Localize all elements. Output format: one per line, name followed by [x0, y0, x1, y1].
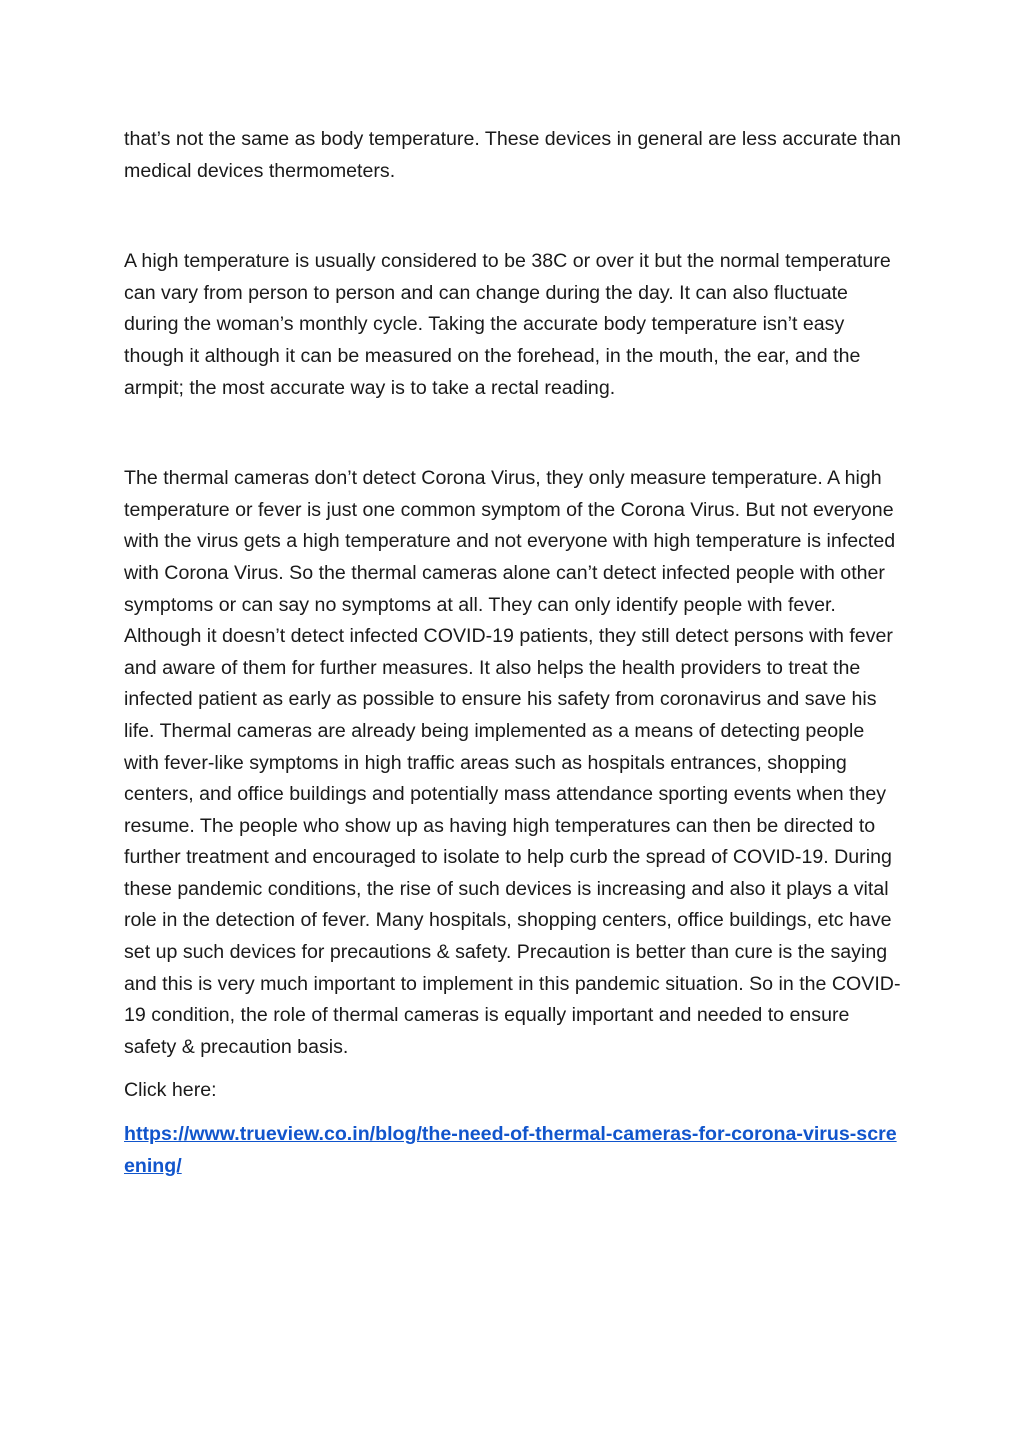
paragraph-high-temperature: A high temperature is usually considered to be 38C or over it but the normal temperature can vary from person to person and can change during the day. It can also fluctuate during the woman’s monthly cycle. Taking the accurate body temperature isn’t easy though it although it can be measured on the forehead, in the mouth, the ear, and the armpit; the most accurate way is to take a rectal reading. — [124, 250, 891, 399]
paragraph-thermometer-accuracy: that’s not the same as body temperature. These devices in general are less accurate than medical devices thermometers. — [124, 128, 901, 182]
link-paragraph — [124, 1119, 904, 1182]
click-here-label: Click here: — [124, 1079, 217, 1102]
blog-link[interactable]: https://www.trueview.co.in/blog/the-need-of-thermal-cameras-for-corona-virus-screening/ — [124, 1123, 897, 1177]
paragraph-thermal-cameras: The thermal cameras don’t detect Corona Virus, they only measure temperature. A high temperature or fever is just one common symptom of the Corona Virus. But not everyone with the virus gets a high temperature and not everyone with high temperature is infected with Corona Virus. So the thermal cameras alone can’t detect infected people with other symptoms or can say no symptoms at all. They can only identify people with fever. Although it doesn’t detect infected COVID-19 patients, they still detect persons with fever and aware of them for further measures. It also helps the health providers to treat the infected patient as early as possible to ensure his safety from coronavirus and save his life. Thermal cameras are already being implemented as a means of detecting people with fever-like symptoms in high traffic areas such as hospitals entrances, shopping centers, and office buildings and potentially mass attendance sporting events when they resume. The people who show up as having high temperatures can then be directed to further treatment and encouraged to isolate to help curb the spread of COVID-19. During these pandemic conditions, the rise of such devices is increasing and also it plays a vital role in the detection of fever. Many hospitals, shopping centers, office buildings, etc have set up such devices for precautions & safety. Precaution is better than cure is the saying and this is very much important to implement in this pandemic situation. So in the COVID-19 condition, the role of thermal cameras is equally important and needed to ensure safety & precaution basis. — [124, 467, 901, 1058]
document-body — [124, 124, 904, 1182]
